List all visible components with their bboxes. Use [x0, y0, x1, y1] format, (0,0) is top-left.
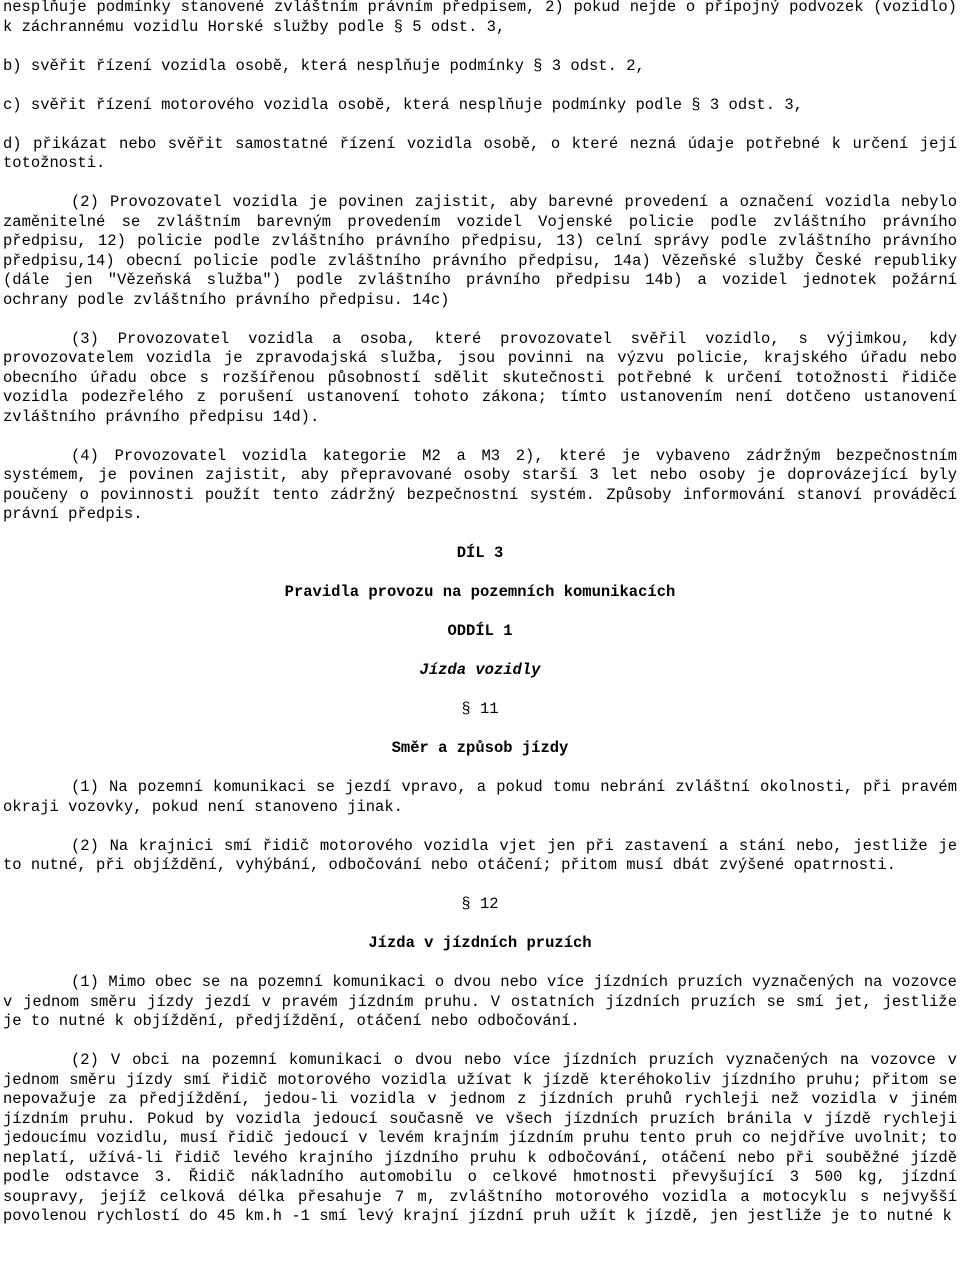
list-item-c: c) svěřit řízení motorového vozidla osobě, která nesplňuje podmínky podle § 3 odst. 3, — [3, 95, 803, 114]
part-title: Pravidla provozu na pozemních komunikacích — [284, 583, 676, 601]
section-12-title: Jízda v jízdních pruzích — [368, 934, 592, 952]
section-11-paragraph-1: (1) Na pozemní komunikaci se jezdí vpravo, a pokud tomu nebrání zvláštní okolnosti, při pravém okraji vozovky, pokud není stanoveno jinak. — [3, 778, 957, 816]
paragraph-4: (4) Provozovatel vozidla kategorie M2 a M3 2), které je vybaveno zádržným bezpečnostním systémem, je povinen zajistit, aby přepravované osoby starší 3 let nebo osoby je doprovázející byly poučeny o povinnosti použít tento zádržný bezpečnostní systém. Způsoby informování stanoví prováděcí právní předpis. — [3, 446, 957, 523]
list-item-d: d) přikázat nebo svěřit samostatné řízení vozidla osobě, o které nezná údaje potřebné k určení její totožnosti. — [3, 134, 957, 172]
paragraph-3: (3) Provozovatel vozidla a osoba, které provozovatel svěřil vozidlo, s výjimkou, kdy provozovatelem vozidla je zpravodajská služba, jsou povinni na výzvu policie, krajského úřadu nebo obecního úřadu obce s rozšířenou působností sdělit skutečnosti potřebné k určení totožnosti řidiče vozidla podezřelého z porušení ustanovení tohoto zákona; tímto ustanovením není dotčeno ustanovení zvláštního právního předpisu 14d). — [3, 329, 957, 426]
section-12-paragraph-2: (2) V obci na pozemní komunikaci o dvou nebo více jízdních pruzích vyznačených na vozovce v jednom směru jízdy smí řidič motorového vozidla užívat k jízdě kteréhokoliv jízdního pruhu; přitom se nepovažuje za předjíždění, jedou-li vozidla v jednom z jízdních pruhů rychleji než vozidla v jiném jízdním pruhu. Pokud by vozidla jedoucí současně ve všech jízdních pruzích bránila v jízdě rychleji jedoucímu vozidlu, musí řidič jedoucí v levém krajním jízdním pruhu tento pruh co nejdříve uvolnit; to neplatí, užívá-li řidič levého krajního jízdního pruhu k odbočování, otáčení nebo při souběžné jízdě podle odstavce 3. Řidič nákladního automobilu o celkové hmotnosti převyšující 3 500 kg, jízdní soupravy, jejíž celková délka přesahuje 7 m, zvláštního motorového vozidla a motocyklu s nejvyšší povolenou rychlostí do 45 km.h -1 smí levý krajní jízdní pruh užít k jízdě, jen jestliže je to nutné k — [3, 1051, 957, 1225]
section-11-paragraph-2: (2) Na krajnici smí řidič motorového vozidla vjet jen při zastavení a stání nebo, jestliže je to nutné, při objíždění, vyhýbání, odbočování nebo otáčení; přitom musí dbát zvýšené opatrnosti. — [3, 836, 957, 874]
section-heading: ODDÍL 1 — [447, 622, 513, 640]
section-12-number: § 12 — [461, 895, 499, 913]
part-heading: DÍL 3 — [456, 544, 504, 562]
list-item-b: b) svěřit řízení vozidla osobě, která nesplňuje podmínky § 3 odst. 2, — [3, 56, 645, 75]
section-11-number: § 11 — [461, 700, 499, 718]
document-page — [3, 0, 957, 1227]
section-11-title: Směr a způsob jízdy — [391, 739, 569, 757]
paragraph-2: (2) Provozovatel vozidla je povinen zajistit, aby barevné provedení a označení vozidla nebylo zaměnitelné se zvláštním barevným provedením vozidel Vojenské policie podle zvláštního právního předpisu, 12) policie podle zvláštního právního předpisu, 13) celní správy podle zvláštního právního předpisu,14) obecní policie podle zvláštního právního předpisu, 14a) Vězeňské služby České republiky (dále jen "Vězeňská služba") podle zvláštního právního předpisu 14b) a vozidel jednotek požární ochrany podle zvláštního právního předpisu. 14c) — [3, 193, 957, 309]
section-title: Jízda vozidly — [419, 661, 541, 679]
section-12-paragraph-1: (1) Mimo obec se na pozemní komunikaci o dvou nebo více jízdních pruzích vyznačených na vozovce v jednom směru jízdy jezdí v pravém jízdním pruhu. V ostatních jízdních pruzích se smí jet, jestliže je to nutné k objíždění, předjíždění, otáčení nebo odbočování. — [3, 973, 957, 1030]
continuation-paragraph: nesplňuje podmínky stanovené zvláštním právním předpisem, 2) pokud nejde o přípojný podvozek (vozidlo) k záchrannému vozidlu Horské služby podle § 5 odst. 3, — [3, 0, 957, 36]
